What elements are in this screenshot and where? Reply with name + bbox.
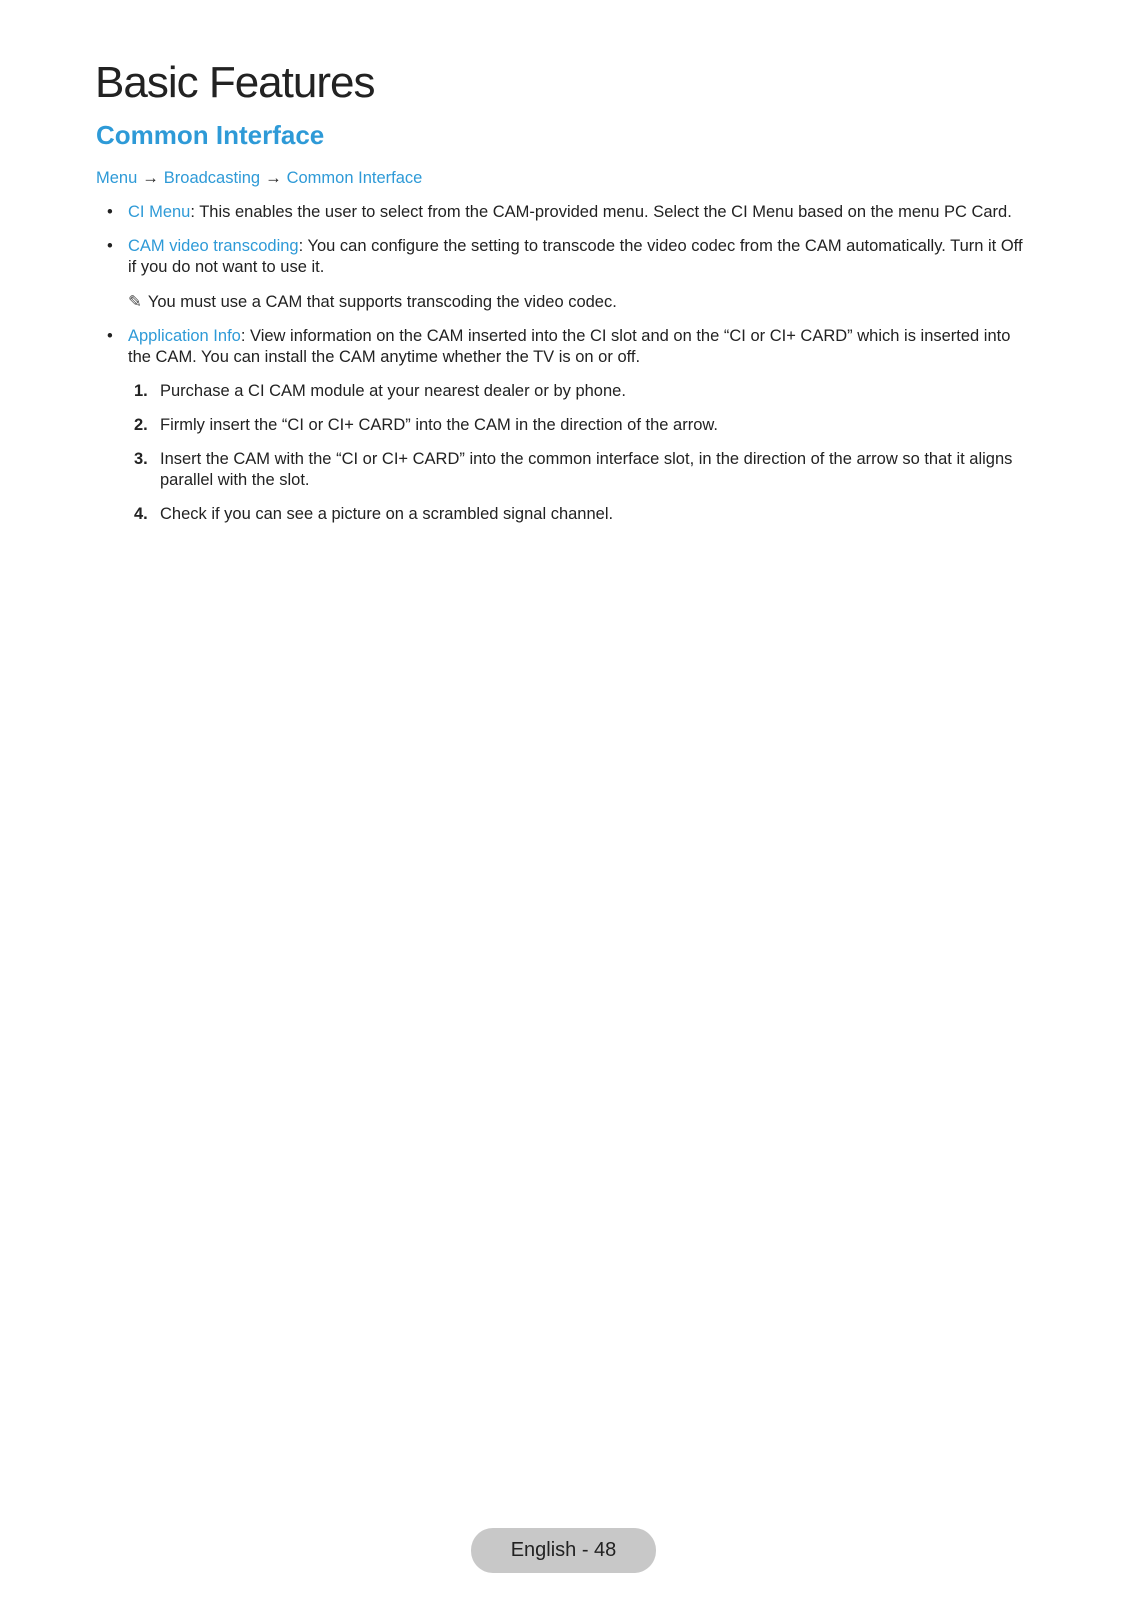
note [128,291,1026,313]
bullet-icon: • [107,327,113,345]
description-ci-menu: : This enables the user to select from the CAM-provided menu. Select the CI Menu based on the menu PC Card. [190,203,1012,221]
step-text: Check if you can see a picture on a scrambled signal channel. [160,505,614,523]
term-application-info[interactable]: Application Info [128,327,241,345]
description-application-info: : View information on the CAM inserted into the CI slot and on the “CI or CI+ CARD” which is inserted into the CAM. You can install the CAM anytime whether the TV is on or off. [128,327,1011,366]
list-item-application-info [96,326,1026,368]
list-item-cam-video-transcoding [96,236,1026,278]
list-item-ci-menu [96,202,1026,223]
step-text: Insert the CAM with the “CI or CI+ CARD” into the common interface slot, in the direction of the arrow so that it aligns parallel with the slot. [160,450,1013,489]
main-content [96,168,1026,538]
term-cam-video-transcoding[interactable]: CAM video transcoding [128,237,299,255]
page-number-badge: English - 48 [471,1528,656,1573]
breadcrumb-common-interface[interactable]: Common Interface [286,169,423,187]
note-text: You must use a CAM that supports transcoding the video codec. [147,293,617,311]
breadcrumb-arrow-icon: → [265,169,282,187]
bullet-icon: • [107,203,113,221]
step-number: 4. [134,505,148,523]
breadcrumb-arrow-icon: → [142,169,159,187]
step-text: Firmly insert the “CI or CI+ CARD” into the CAM in the direction of the arrow. [160,416,718,434]
step-number: 3. [134,450,148,468]
breadcrumb-menu[interactable]: Menu [96,169,138,187]
page-title: Basic Features [95,58,375,107]
feature-list [96,326,1026,368]
step-item [96,449,1026,491]
section-title: Common Interface [96,120,325,150]
description-cam-video-transcoding: : You can configure the setting to transcode the video codec from the CAM automatically. Turn it Off if you do not want to use it. [128,237,1023,276]
pencil-note-icon: ✎ [128,292,142,311]
breadcrumb [96,168,1026,189]
step-number: 2. [134,416,148,434]
breadcrumb-broadcasting[interactable]: Broadcasting [163,169,261,187]
step-item [96,504,1026,525]
feature-list [96,202,1026,278]
step-item [96,381,1026,402]
bullet-icon: • [107,237,113,255]
steps-list [96,381,1026,525]
step-text: Purchase a CI CAM module at your nearest dealer or by phone. [160,382,626,400]
term-ci-menu[interactable]: CI Menu [128,203,191,221]
step-item [96,415,1026,436]
step-number: 1. [134,382,148,400]
